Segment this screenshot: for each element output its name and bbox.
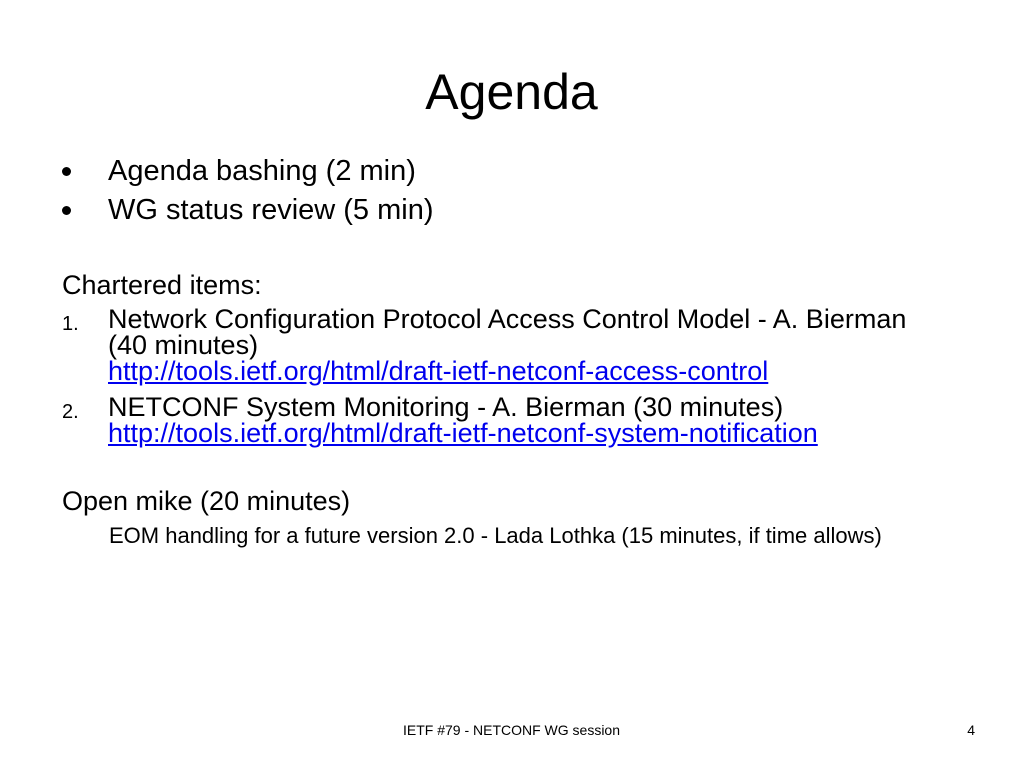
slide-title: Agenda <box>425 64 598 120</box>
bullet-dot-icon <box>62 167 71 176</box>
item-number: 1. <box>62 313 79 335</box>
footer-session-text: IETF #79 - NETCONF WG session <box>402 722 621 738</box>
draft-link[interactable]: http://tools.ietf.org/html/draft-ietf-netconf-access-control <box>108 356 769 386</box>
open-mike-item: EOM handling for a future version 2.0 - Lada Lothka (15 minutes, if time allows) <box>109 523 882 548</box>
item-body <box>108 306 942 384</box>
bullet-text: WG status review (5 min) <box>108 194 434 226</box>
bullet-text: Agenda bashing (2 min) <box>108 155 416 187</box>
item-text: NETCONF System Monitoring - A. Bierman (30 minutes) <box>108 392 784 422</box>
item-body <box>108 394 942 446</box>
draft-link[interactable]: http://tools.ietf.org/html/draft-ietf-netconf-system-notification <box>108 418 818 448</box>
open-mike-heading: Open mike (20 minutes) <box>62 486 351 516</box>
page-number: 4 <box>967 722 975 738</box>
item-text: Network Configuration Protocol Access Control Model - A. Bierman (40 minutes) <box>108 304 907 360</box>
chartered-items-heading: Chartered items: <box>62 270 262 300</box>
bullet-dot-icon <box>62 206 71 215</box>
item-number: 2. <box>62 401 79 423</box>
